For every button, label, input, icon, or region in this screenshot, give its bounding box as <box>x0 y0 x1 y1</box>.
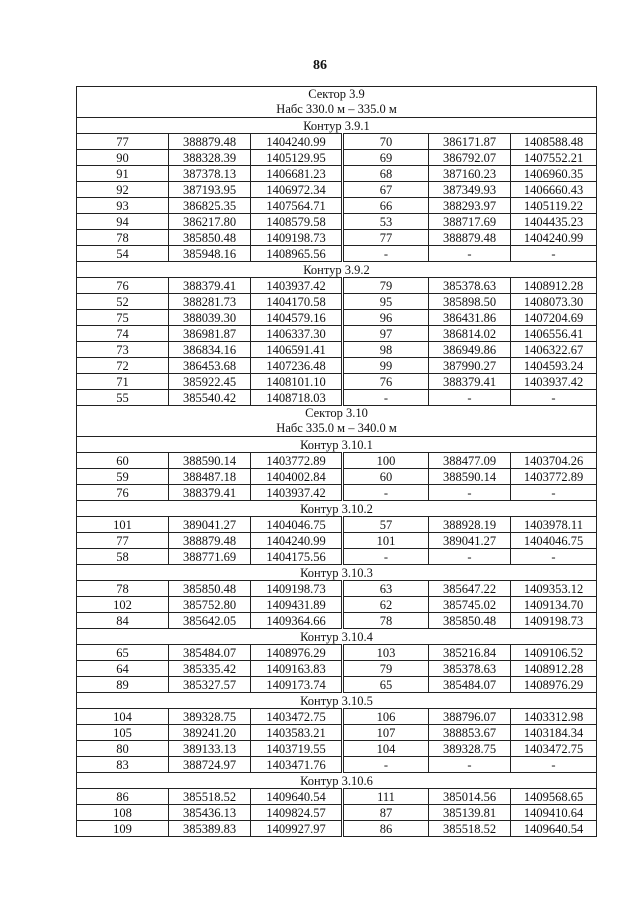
y-coordinate-cell: 1406591.41 <box>251 342 343 358</box>
y-coordinate-cell: - <box>511 390 597 406</box>
point-number-cell: 96 <box>343 310 429 326</box>
y-coordinate-cell: 1404593.24 <box>511 358 597 374</box>
x-coordinate-cell: 388879.48 <box>169 134 251 150</box>
x-coordinate-cell: 386949.86 <box>429 342 511 358</box>
y-coordinate-cell: 1406322.67 <box>511 342 597 358</box>
point-number-cell: - <box>343 757 429 773</box>
point-number-cell: 111 <box>343 789 429 805</box>
y-coordinate-cell: 1409353.12 <box>511 581 597 597</box>
y-coordinate-cell: 1403937.42 <box>251 278 343 294</box>
point-number-cell: 98 <box>343 342 429 358</box>
point-number-cell: 63 <box>343 581 429 597</box>
point-number-cell: 80 <box>77 741 169 757</box>
x-coordinate-cell: - <box>429 757 511 773</box>
point-number-cell: 78 <box>77 230 169 246</box>
x-coordinate-cell: 388879.48 <box>169 533 251 549</box>
point-number-cell: 69 <box>343 150 429 166</box>
point-number-cell: - <box>343 549 429 565</box>
x-coordinate-cell: 389041.27 <box>169 517 251 533</box>
point-number-cell: - <box>343 390 429 406</box>
y-coordinate-cell: 1404240.99 <box>511 230 597 246</box>
y-coordinate-cell: 1403937.42 <box>511 374 597 390</box>
point-number-cell: 105 <box>77 725 169 741</box>
y-coordinate-cell: 1408588.48 <box>511 134 597 150</box>
table-row <box>77 805 597 821</box>
table-row <box>77 453 597 469</box>
x-coordinate-cell: 385014.56 <box>429 789 511 805</box>
table-row <box>77 517 597 533</box>
y-coordinate-cell: 1404579.16 <box>251 310 343 326</box>
table-row <box>77 230 597 246</box>
point-number-cell: 101 <box>77 517 169 533</box>
x-coordinate-cell: 386834.16 <box>169 342 251 358</box>
x-coordinate-cell: - <box>429 485 511 501</box>
coordinates-table <box>76 86 597 837</box>
x-coordinate-cell: 388487.18 <box>169 469 251 485</box>
table-row <box>77 214 597 230</box>
y-coordinate-cell: 1406556.41 <box>511 326 597 342</box>
table-row <box>77 549 597 565</box>
y-coordinate-cell: 1406660.43 <box>511 182 597 198</box>
x-coordinate-cell: 385647.22 <box>429 581 511 597</box>
table-row <box>77 134 597 150</box>
x-coordinate-cell: 388853.67 <box>429 725 511 741</box>
x-coordinate-cell: - <box>429 246 511 262</box>
coordinates-table-body <box>77 87 597 837</box>
point-number-cell: 71 <box>77 374 169 390</box>
table-row <box>77 326 597 342</box>
point-number-cell: 65 <box>77 645 169 661</box>
x-coordinate-cell: 386814.02 <box>429 326 511 342</box>
x-coordinate-cell: 385752.80 <box>169 597 251 613</box>
y-coordinate-cell: 1409198.73 <box>251 581 343 597</box>
x-coordinate-cell: 389041.27 <box>429 533 511 549</box>
table-row <box>77 613 597 629</box>
point-number-cell: 53 <box>343 214 429 230</box>
y-coordinate-cell: 1405129.95 <box>251 150 343 166</box>
y-coordinate-cell: - <box>511 485 597 501</box>
point-number-cell: 79 <box>343 278 429 294</box>
y-coordinate-cell: 1407236.48 <box>251 358 343 374</box>
contour-title: Контур 3.10.2 <box>77 501 597 517</box>
y-coordinate-cell: 1406960.35 <box>511 166 597 182</box>
point-number-cell: 100 <box>343 453 429 469</box>
y-coordinate-cell: 1403704.26 <box>511 453 597 469</box>
point-number-cell: 76 <box>343 374 429 390</box>
sector-header-row <box>77 87 597 103</box>
point-number-cell: 66 <box>343 198 429 214</box>
y-coordinate-cell: 1403312.98 <box>511 709 597 725</box>
point-number-cell: 78 <box>77 581 169 597</box>
contour-header-row <box>77 262 597 278</box>
point-number-cell: 54 <box>77 246 169 262</box>
y-coordinate-cell: 1408976.29 <box>511 677 597 693</box>
table-row <box>77 485 597 501</box>
table-row <box>77 310 597 326</box>
y-coordinate-cell: 1404002.84 <box>251 469 343 485</box>
x-coordinate-cell: 388379.41 <box>169 278 251 294</box>
x-coordinate-cell: 388590.14 <box>429 469 511 485</box>
point-number-cell: 59 <box>77 469 169 485</box>
point-number-cell: 70 <box>343 134 429 150</box>
y-coordinate-cell: 1404046.75 <box>511 533 597 549</box>
x-coordinate-cell: 388293.97 <box>429 198 511 214</box>
sector-title: Сектор 3.10 <box>77 406 597 422</box>
contour-title: Контур 3.10.3 <box>77 565 597 581</box>
y-coordinate-cell: 1409134.70 <box>511 597 597 613</box>
table-row <box>77 789 597 805</box>
y-coordinate-cell: 1409640.54 <box>511 821 597 837</box>
x-coordinate-cell: 386981.87 <box>169 326 251 342</box>
table-row <box>77 198 597 214</box>
x-coordinate-cell: 385378.63 <box>429 661 511 677</box>
x-coordinate-cell: 386453.68 <box>169 358 251 374</box>
table-row <box>77 821 597 837</box>
table-row <box>77 150 597 166</box>
x-coordinate-cell: 385948.16 <box>169 246 251 262</box>
y-coordinate-cell: - <box>511 757 597 773</box>
point-number-cell: 86 <box>343 821 429 837</box>
y-coordinate-cell: 1406337.30 <box>251 326 343 342</box>
point-number-cell: 89 <box>77 677 169 693</box>
point-number-cell: 90 <box>77 150 169 166</box>
y-coordinate-cell: 1406681.23 <box>251 166 343 182</box>
point-number-cell: 77 <box>343 230 429 246</box>
point-number-cell: 65 <box>343 677 429 693</box>
y-coordinate-cell: 1409410.64 <box>511 805 597 821</box>
x-coordinate-cell: 388796.07 <box>429 709 511 725</box>
table-row <box>77 645 597 661</box>
y-coordinate-cell: 1408912.28 <box>511 278 597 294</box>
y-coordinate-cell: - <box>511 246 597 262</box>
point-number-cell: 94 <box>77 214 169 230</box>
x-coordinate-cell: 385335.42 <box>169 661 251 677</box>
x-coordinate-cell: 385850.48 <box>429 613 511 629</box>
table-row <box>77 182 597 198</box>
contour-title: Контур 3.10.4 <box>77 629 597 645</box>
y-coordinate-cell: 1407204.69 <box>511 310 597 326</box>
contour-title: Контур 3.9.2 <box>77 262 597 278</box>
point-number-cell: 78 <box>343 613 429 629</box>
x-coordinate-cell: 388477.09 <box>429 453 511 469</box>
table-row <box>77 757 597 773</box>
x-coordinate-cell: 389241.20 <box>169 725 251 741</box>
point-number-cell: 52 <box>77 294 169 310</box>
x-coordinate-cell: 388379.41 <box>169 485 251 501</box>
page-number: 86 <box>313 58 327 73</box>
point-number-cell: 58 <box>77 549 169 565</box>
y-coordinate-cell: 1404435.23 <box>511 214 597 230</box>
point-number-cell: 84 <box>77 613 169 629</box>
x-coordinate-cell: 385216.84 <box>429 645 511 661</box>
x-coordinate-cell: 387378.13 <box>169 166 251 182</box>
y-coordinate-cell: - <box>511 549 597 565</box>
x-coordinate-cell: 389328.75 <box>429 741 511 757</box>
table-row <box>77 677 597 693</box>
y-coordinate-cell: 1407552.21 <box>511 150 597 166</box>
y-coordinate-cell: 1408965.56 <box>251 246 343 262</box>
x-coordinate-cell: 388039.30 <box>169 310 251 326</box>
x-coordinate-cell: 385540.42 <box>169 390 251 406</box>
x-coordinate-cell: 385389.83 <box>169 821 251 837</box>
x-coordinate-cell: 387160.23 <box>429 166 511 182</box>
x-coordinate-cell: 389328.75 <box>169 709 251 725</box>
y-coordinate-cell: 1404175.56 <box>251 549 343 565</box>
point-number-cell: 74 <box>77 326 169 342</box>
point-number-cell: 77 <box>77 134 169 150</box>
point-number-cell: 108 <box>77 805 169 821</box>
point-number-cell: 104 <box>77 709 169 725</box>
table-row <box>77 374 597 390</box>
table-row <box>77 390 597 406</box>
x-coordinate-cell: 385850.48 <box>169 230 251 246</box>
x-coordinate-cell: 388328.39 <box>169 150 251 166</box>
x-coordinate-cell: 388717.69 <box>429 214 511 230</box>
sector-header-row <box>77 421 597 437</box>
table-row <box>77 709 597 725</box>
y-coordinate-cell: 1409568.65 <box>511 789 597 805</box>
x-coordinate-cell: 388281.73 <box>169 294 251 310</box>
y-coordinate-cell: 1403978.11 <box>511 517 597 533</box>
point-number-cell: 60 <box>77 453 169 469</box>
x-coordinate-cell: 385642.05 <box>169 613 251 629</box>
table-row <box>77 469 597 485</box>
point-number-cell: 107 <box>343 725 429 741</box>
y-coordinate-cell: 1408073.30 <box>511 294 597 310</box>
contour-header-row <box>77 629 597 645</box>
y-coordinate-cell: 1409640.54 <box>251 789 343 805</box>
contour-title: Контур 3.9.1 <box>77 118 597 134</box>
point-number-cell: 79 <box>343 661 429 677</box>
x-coordinate-cell: 388590.14 <box>169 453 251 469</box>
y-coordinate-cell: 1408579.58 <box>251 214 343 230</box>
sector-elevation-range: Набс 335.0 м – 340.0 м <box>77 421 597 437</box>
x-coordinate-cell: 386171.87 <box>429 134 511 150</box>
point-number-cell: 87 <box>343 805 429 821</box>
y-coordinate-cell: 1403472.75 <box>511 741 597 757</box>
y-coordinate-cell: 1404240.99 <box>251 533 343 549</box>
x-coordinate-cell: 385327.57 <box>169 677 251 693</box>
point-number-cell: 77 <box>77 533 169 549</box>
y-coordinate-cell: 1403472.75 <box>251 709 343 725</box>
y-coordinate-cell: 1405119.22 <box>511 198 597 214</box>
point-number-cell: 72 <box>77 358 169 374</box>
y-coordinate-cell: 1409163.83 <box>251 661 343 677</box>
y-coordinate-cell: 1408912.28 <box>511 661 597 677</box>
x-coordinate-cell: 385484.07 <box>169 645 251 661</box>
contour-title: Контур 3.10.5 <box>77 693 597 709</box>
y-coordinate-cell: 1403772.89 <box>251 453 343 469</box>
point-number-cell: 102 <box>77 597 169 613</box>
y-coordinate-cell: 1408101.10 <box>251 374 343 390</box>
x-coordinate-cell: 385745.02 <box>429 597 511 613</box>
x-coordinate-cell: 387990.27 <box>429 358 511 374</box>
point-number-cell: 76 <box>77 278 169 294</box>
point-number-cell: 103 <box>343 645 429 661</box>
y-coordinate-cell: 1408976.29 <box>251 645 343 661</box>
table-row <box>77 533 597 549</box>
table-row <box>77 581 597 597</box>
x-coordinate-cell: 385378.63 <box>429 278 511 294</box>
y-coordinate-cell: 1409173.74 <box>251 677 343 693</box>
y-coordinate-cell: 1409364.66 <box>251 613 343 629</box>
point-number-cell: - <box>343 246 429 262</box>
x-coordinate-cell: 388771.69 <box>169 549 251 565</box>
point-number-cell: 101 <box>343 533 429 549</box>
point-number-cell: 104 <box>343 741 429 757</box>
point-number-cell: 109 <box>77 821 169 837</box>
point-number-cell: 73 <box>77 342 169 358</box>
y-coordinate-cell: 1406972.34 <box>251 182 343 198</box>
sector-elevation-range: Набс 330.0 м – 335.0 м <box>77 102 597 118</box>
point-number-cell: 68 <box>343 166 429 182</box>
table-row <box>77 741 597 757</box>
point-number-cell: 97 <box>343 326 429 342</box>
x-coordinate-cell: 387349.93 <box>429 182 511 198</box>
y-coordinate-cell: 1409198.73 <box>251 230 343 246</box>
x-coordinate-cell: 385518.52 <box>169 789 251 805</box>
y-coordinate-cell: 1403583.21 <box>251 725 343 741</box>
y-coordinate-cell: 1409198.73 <box>511 613 597 629</box>
x-coordinate-cell: 385484.07 <box>429 677 511 693</box>
point-number-cell: 57 <box>343 517 429 533</box>
x-coordinate-cell: 387193.95 <box>169 182 251 198</box>
table-row <box>77 342 597 358</box>
x-coordinate-cell: 385436.13 <box>169 805 251 821</box>
point-number-cell: 86 <box>77 789 169 805</box>
y-coordinate-cell: 1403184.34 <box>511 725 597 741</box>
y-coordinate-cell: 1409106.52 <box>511 645 597 661</box>
table-row <box>77 166 597 182</box>
contour-header-row <box>77 437 597 453</box>
x-coordinate-cell: 388928.19 <box>429 517 511 533</box>
x-coordinate-cell: - <box>429 549 511 565</box>
y-coordinate-cell: 1409927.97 <box>251 821 343 837</box>
y-coordinate-cell: 1403471.76 <box>251 757 343 773</box>
table-row <box>77 597 597 613</box>
contour-header-row <box>77 693 597 709</box>
x-coordinate-cell: 388879.48 <box>429 230 511 246</box>
contour-header-row <box>77 565 597 581</box>
y-coordinate-cell: 1409824.57 <box>251 805 343 821</box>
point-number-cell: 91 <box>77 166 169 182</box>
point-number-cell: 64 <box>77 661 169 677</box>
x-coordinate-cell: 385898.50 <box>429 294 511 310</box>
y-coordinate-cell: 1409431.89 <box>251 597 343 613</box>
point-number-cell: 60 <box>343 469 429 485</box>
x-coordinate-cell: 388379.41 <box>429 374 511 390</box>
point-number-cell: 106 <box>343 709 429 725</box>
x-coordinate-cell: 386217.80 <box>169 214 251 230</box>
point-number-cell: 62 <box>343 597 429 613</box>
point-number-cell: 67 <box>343 182 429 198</box>
table-row <box>77 725 597 741</box>
y-coordinate-cell: 1404046.75 <box>251 517 343 533</box>
y-coordinate-cell: 1403719.55 <box>251 741 343 757</box>
x-coordinate-cell: 389133.13 <box>169 741 251 757</box>
contour-header-row <box>77 118 597 134</box>
x-coordinate-cell: 385139.81 <box>429 805 511 821</box>
table-row <box>77 294 597 310</box>
point-number-cell: - <box>343 485 429 501</box>
y-coordinate-cell: 1407564.71 <box>251 198 343 214</box>
x-coordinate-cell: 388724.97 <box>169 757 251 773</box>
x-coordinate-cell: 385518.52 <box>429 821 511 837</box>
x-coordinate-cell: 386431.86 <box>429 310 511 326</box>
point-number-cell: 93 <box>77 198 169 214</box>
x-coordinate-cell: 386792.07 <box>429 150 511 166</box>
point-number-cell: 75 <box>77 310 169 326</box>
table-row <box>77 278 597 294</box>
contour-header-row <box>77 773 597 789</box>
x-coordinate-cell: 386825.35 <box>169 198 251 214</box>
y-coordinate-cell: 1403772.89 <box>511 469 597 485</box>
point-number-cell: 55 <box>77 390 169 406</box>
sector-header-row <box>77 406 597 422</box>
contour-title: Контур 3.10.1 <box>77 437 597 453</box>
x-coordinate-cell: - <box>429 390 511 406</box>
point-number-cell: 99 <box>343 358 429 374</box>
contour-title: Контур 3.10.6 <box>77 773 597 789</box>
table-row <box>77 358 597 374</box>
y-coordinate-cell: 1404240.99 <box>251 134 343 150</box>
table-row <box>77 246 597 262</box>
y-coordinate-cell: 1404170.58 <box>251 294 343 310</box>
y-coordinate-cell: 1403937.42 <box>251 485 343 501</box>
y-coordinate-cell: 1408718.03 <box>251 390 343 406</box>
point-number-cell: 76 <box>77 485 169 501</box>
x-coordinate-cell: 385850.48 <box>169 581 251 597</box>
table-row <box>77 661 597 677</box>
sector-title: Сектор 3.9 <box>77 87 597 103</box>
contour-header-row <box>77 501 597 517</box>
point-number-cell: 95 <box>343 294 429 310</box>
x-coordinate-cell: 385922.45 <box>169 374 251 390</box>
sector-header-row <box>77 102 597 118</box>
point-number-cell: 83 <box>77 757 169 773</box>
point-number-cell: 92 <box>77 182 169 198</box>
